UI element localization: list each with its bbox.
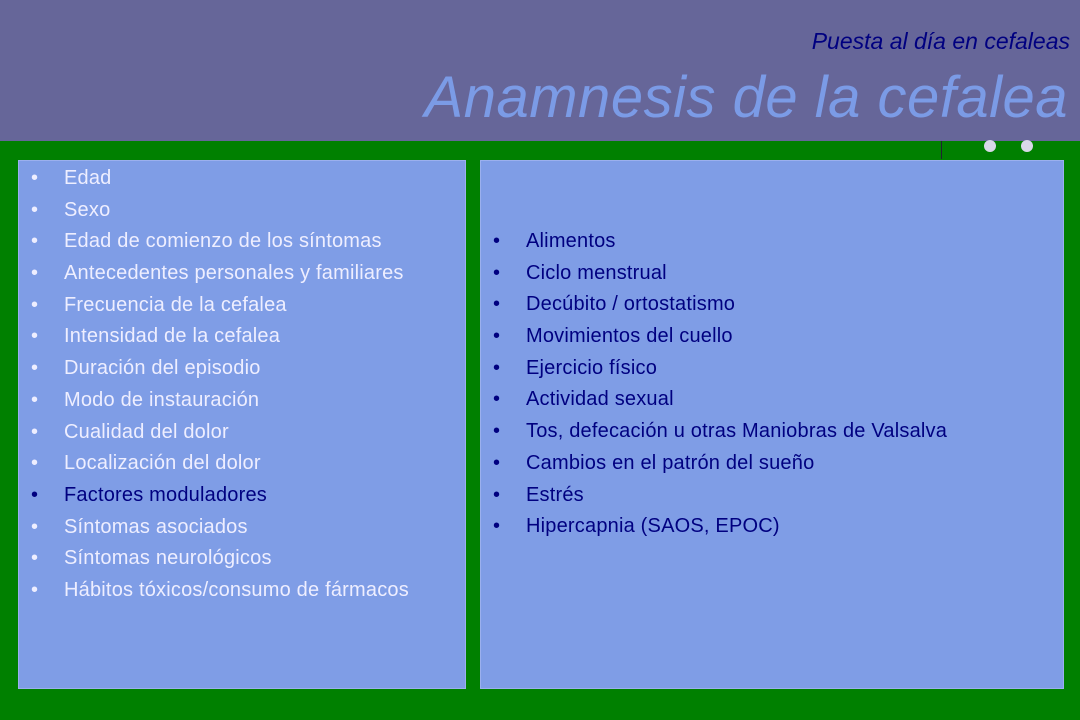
list-item [493,356,1056,381]
bullet-icon: • [493,483,501,506]
list-item-label: Síntomas neurológicos [64,547,272,570]
list-item [31,229,459,254]
history-items-list [31,166,459,610]
bullet-icon: • [31,325,39,348]
list-item-label: Sexo [64,198,111,221]
bullet-icon: • [31,357,39,380]
list-item-label: Decúbito / ortostatismo [526,293,736,316]
list-item-label: Hipercapnia (SAOS, EPOC) [526,515,780,538]
bullet-icon: • [31,230,39,253]
list-item-label: Estrés [526,483,584,506]
slide-subtitle: Puesta al día en cefaleas [811,28,1070,54]
list-item [31,324,459,349]
list-item [31,546,459,571]
bullet-icon: • [31,547,39,570]
bullet-icon: • [31,483,39,506]
list-item-label: Actividad sexual [526,388,674,411]
bullet-icon: • [493,451,501,474]
right-content-panel [480,160,1064,689]
list-item-label: Frecuencia de la cefalea [64,293,287,316]
list-item [31,293,459,318]
list-item [493,483,1056,508]
list-item-label: Modo de instauración [64,388,260,411]
list-item [31,420,459,445]
list-item [493,451,1056,476]
decorative-divider [941,141,942,159]
list-item [31,356,459,381]
decorative-dot [984,140,996,152]
bullet-icon: • [31,452,39,475]
list-item-highlighted [31,483,459,508]
list-item-label: Intensidad de la cefalea [64,325,281,348]
bullet-icon: • [31,167,39,189]
bullet-icon: • [31,388,39,411]
list-item-label: Ciclo menstrual [526,261,667,284]
list-item [31,578,459,603]
list-item [31,515,459,540]
bullet-icon: • [493,293,501,316]
list-item-label: Síntomas asociados [64,515,248,538]
left-content-panel [18,160,466,689]
list-item [31,451,459,476]
decorative-dot [1021,140,1033,152]
list-item-label: Duración del episodio [64,357,261,380]
list-item [493,514,1056,539]
bullet-icon: • [31,578,39,601]
list-item-label: Hábitos tóxicos/consumo de fármacos [64,578,409,601]
list-item [493,261,1056,286]
list-item [493,229,1056,254]
modulating-factors-list [493,229,1056,546]
bullet-icon: • [493,356,501,379]
bullet-icon: • [493,325,501,348]
bullet-icon: • [31,293,39,316]
bullet-icon: • [31,420,39,443]
list-item-label: Localización del dolor [64,452,261,475]
list-item-label: Cambios en el patrón del sueño [526,451,815,474]
list-item-label: Ejercicio físico [526,356,658,379]
bullet-icon: • [493,261,501,284]
slide-title: Anamnesis de la cefalea [424,65,1068,130]
bullet-icon: • [31,198,39,221]
list-item-label: Edad [64,167,112,189]
list-item-label: Alimentos [526,230,616,252]
list-item [31,198,459,223]
bullet-icon: • [493,230,501,252]
bullet-icon: • [31,262,39,285]
list-item-label: Movimientos del cuello [526,325,733,348]
bullet-icon: • [31,515,39,538]
list-item [493,419,1056,444]
list-item [31,166,459,191]
list-item-label: Cualidad del dolor [64,420,229,443]
bullet-icon: • [493,388,501,411]
list-item [31,388,459,413]
list-item-label: Antecedentes personales y familiares [64,262,404,285]
list-item-label: Edad de comienzo de los síntomas [64,230,382,253]
list-item-label: Tos, defecación u otras Maniobras de Valsalva [526,420,948,443]
list-item [493,324,1056,349]
list-item [493,292,1056,317]
header-bar [0,0,1080,141]
bullet-icon: • [493,515,501,538]
list-item-label: Factores moduladores [64,483,267,506]
bullet-icon: • [493,420,501,443]
list-item [31,261,459,286]
list-item [493,387,1056,412]
